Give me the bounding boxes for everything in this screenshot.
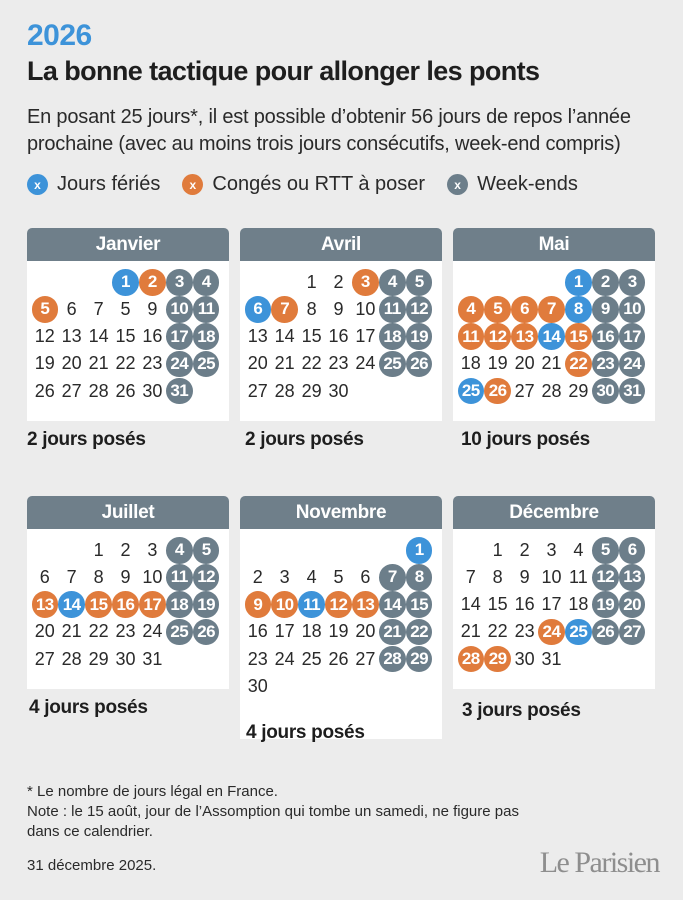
month-count-label: 2 jours posés — [27, 429, 146, 450]
day-regular: 19 — [328, 621, 349, 642]
day-regular: 13 — [247, 326, 268, 347]
day-regular: 17 — [274, 621, 295, 642]
day-regular: 28 — [88, 380, 109, 401]
month-calendar-mai — [453, 228, 655, 421]
day-leave: 24 — [538, 619, 565, 646]
day-regular: 20 — [247, 353, 268, 374]
day-weekend: 28 — [379, 646, 406, 673]
day-weekend: 20 — [619, 591, 646, 618]
day-holiday: 6 — [245, 296, 272, 323]
day-regular: 23 — [142, 353, 163, 374]
day-regular: 24 — [355, 353, 376, 374]
month-grid — [240, 529, 442, 739]
day-leave: 9 — [245, 591, 272, 618]
day-regular: 20 — [514, 353, 535, 374]
day-leave: 15 — [85, 591, 112, 618]
day-regular: 10 — [541, 566, 562, 587]
day-leave: 16 — [112, 591, 139, 618]
day-weekend: 26 — [193, 619, 220, 646]
day-regular: 30 — [247, 675, 268, 696]
day-regular: 8 — [492, 566, 503, 587]
footnote-line: * Le nombre de jours légal en France. — [27, 783, 278, 800]
day-weekend: 5 — [592, 537, 619, 564]
day-holiday: 25 — [458, 378, 485, 405]
day-regular: 21 — [460, 621, 481, 642]
day-leave: 3 — [352, 269, 379, 296]
day-weekend: 5 — [406, 269, 433, 296]
day-regular: 10 — [355, 298, 376, 319]
day-regular: 16 — [247, 621, 268, 642]
day-regular: 31 — [142, 648, 163, 669]
day-regular: 30 — [514, 648, 535, 669]
day-regular: 29 — [568, 380, 589, 401]
day-regular: 21 — [61, 621, 82, 642]
day-leave: 7 — [271, 296, 298, 323]
day-regular: 17 — [541, 594, 562, 615]
month-header: Mai — [453, 228, 655, 261]
day-regular: 9 — [519, 566, 530, 587]
day-weekend: 12 — [193, 564, 220, 591]
day-weekend: 9 — [592, 296, 619, 323]
day-weekend: 4 — [379, 269, 406, 296]
day-regular: 1 — [306, 271, 317, 292]
day-weekend: 12 — [406, 296, 433, 323]
day-regular: 6 — [66, 298, 77, 319]
day-leave: 15 — [565, 323, 592, 350]
day-leave: 12 — [325, 591, 352, 618]
day-weekend: 14 — [379, 591, 406, 618]
day-weekend: 31 — [619, 378, 646, 405]
month-calendar-decembre — [453, 496, 655, 689]
day-weekend: 8 — [406, 564, 433, 591]
day-weekend: 2 — [592, 269, 619, 296]
legend — [27, 173, 600, 196]
day-regular: 24 — [142, 621, 163, 642]
day-weekend: 3 — [166, 269, 193, 296]
day-regular: 22 — [115, 353, 136, 374]
day-holiday: 11 — [298, 591, 325, 618]
day-regular: 30 — [142, 380, 163, 401]
weekend-marker-icon: x — [447, 174, 468, 195]
month-count-label: 10 jours posés — [461, 429, 590, 450]
month-header: Décembre — [453, 496, 655, 529]
month-grid — [27, 261, 229, 421]
day-weekend: 26 — [592, 619, 619, 646]
day-regular: 21 — [274, 353, 295, 374]
day-regular: 13 — [61, 326, 82, 347]
day-weekend: 26 — [406, 351, 433, 378]
month-calendar-avril — [240, 228, 442, 421]
day-regular: 3 — [147, 539, 158, 560]
day-regular: 21 — [541, 353, 562, 374]
day-leave: 5 — [32, 296, 59, 323]
day-weekend: 29 — [406, 646, 433, 673]
leave-marker-icon: x — [182, 174, 203, 195]
day-regular: 26 — [34, 380, 55, 401]
day-regular: 27 — [247, 380, 268, 401]
day-regular: 2 — [120, 539, 131, 560]
holiday-marker-icon: x — [27, 174, 48, 195]
day-regular: 18 — [460, 353, 481, 374]
month-calendar-janvier — [27, 228, 229, 421]
day-leave: 5 — [484, 296, 511, 323]
day-regular: 14 — [88, 326, 109, 347]
day-regular: 27 — [34, 648, 55, 669]
day-weekend: 19 — [592, 591, 619, 618]
day-regular: 10 — [142, 566, 163, 587]
day-leave: 13 — [511, 323, 538, 350]
legend-item-weekend — [447, 173, 578, 196]
day-regular: 22 — [88, 621, 109, 642]
day-regular: 28 — [274, 380, 295, 401]
day-weekend: 25 — [379, 351, 406, 378]
day-weekend: 12 — [592, 564, 619, 591]
day-regular: 1 — [492, 539, 503, 560]
day-regular: 7 — [93, 298, 104, 319]
day-leave: 13 — [32, 591, 59, 618]
day-regular: 1 — [93, 539, 104, 560]
day-regular: 27 — [355, 648, 376, 669]
day-regular: 26 — [115, 380, 136, 401]
day-weekend: 27 — [619, 619, 646, 646]
day-regular: 23 — [115, 621, 136, 642]
day-holiday: 25 — [565, 619, 592, 646]
day-leave: 26 — [484, 378, 511, 405]
day-weekend: 11 — [193, 296, 220, 323]
day-weekend: 6 — [619, 537, 646, 564]
day-weekend: 7 — [379, 564, 406, 591]
day-regular: 3 — [279, 566, 290, 587]
day-regular: 2 — [519, 539, 530, 560]
day-regular: 22 — [301, 353, 322, 374]
day-weekend: 10 — [619, 296, 646, 323]
day-weekend: 18 — [166, 591, 193, 618]
day-leave: 4 — [458, 296, 485, 323]
day-regular: 15 — [487, 594, 508, 615]
footnote-line: Note : le 15 août, jour de l’Assomption qui tombe un samedi, ne figure pas — [27, 803, 519, 820]
month-header: Avril — [240, 228, 442, 261]
day-weekend: 13 — [619, 564, 646, 591]
day-regular: 16 — [514, 594, 535, 615]
month-count-label: 3 jours posés — [462, 700, 581, 721]
day-regular: 18 — [568, 594, 589, 615]
legend-label-weekend: Week-ends — [477, 173, 578, 195]
day-weekend: 31 — [166, 378, 193, 405]
day-leave: 10 — [271, 591, 298, 618]
month-grid — [27, 529, 229, 689]
day-weekend: 21 — [379, 619, 406, 646]
year-heading: 2026 — [27, 19, 92, 52]
day-leave: 7 — [538, 296, 565, 323]
day-holiday: 14 — [58, 591, 85, 618]
day-regular: 29 — [301, 380, 322, 401]
day-regular: 25 — [301, 648, 322, 669]
legend-item-holiday — [27, 173, 160, 196]
day-regular: 31 — [541, 648, 562, 669]
day-regular: 11 — [569, 566, 588, 587]
day-regular: 29 — [88, 648, 109, 669]
day-regular: 9 — [120, 566, 131, 587]
day-weekend: 19 — [193, 591, 220, 618]
day-regular: 20 — [34, 621, 55, 642]
month-calendar-novembre — [240, 496, 442, 739]
day-weekend: 4 — [193, 269, 220, 296]
day-regular: 12 — [34, 326, 55, 347]
day-weekend: 5 — [193, 537, 220, 564]
day-regular: 30 — [328, 380, 349, 401]
subtitle: En posant 25 jours*, il est possible d’obtenir 56 jours de repos l’année prochaine (avec au moins trois jours consécutifs, week-end compris) — [27, 106, 631, 155]
day-regular: 16 — [328, 326, 349, 347]
legend-label-holiday: Jours fériés — [57, 173, 161, 195]
month-header: Janvier — [27, 228, 229, 261]
publication-date: 31 décembre 2025. — [27, 857, 157, 874]
day-regular: 3 — [546, 539, 557, 560]
day-regular: 28 — [541, 380, 562, 401]
day-regular: 23 — [247, 648, 268, 669]
legend-item-leave — [182, 173, 425, 196]
day-weekend: 23 — [592, 351, 619, 378]
day-leave: 11 — [458, 323, 485, 350]
day-regular: 18 — [301, 621, 322, 642]
day-leave: 6 — [511, 296, 538, 323]
day-weekend: 15 — [406, 591, 433, 618]
month-header: Juillet — [27, 496, 229, 529]
day-holiday: 1 — [565, 269, 592, 296]
day-weekend: 11 — [166, 564, 193, 591]
day-regular: 4 — [306, 566, 317, 587]
day-holiday: 1 — [112, 269, 139, 296]
month-count-label: 4 jours posés — [246, 722, 365, 743]
footnote-line: dans ce calendrier. — [27, 823, 153, 840]
day-regular: 7 — [66, 566, 77, 587]
day-leave: 13 — [352, 591, 379, 618]
day-regular: 30 — [115, 648, 136, 669]
day-regular: 19 — [487, 353, 508, 374]
day-regular: 4 — [573, 539, 584, 560]
day-regular: 14 — [274, 326, 295, 347]
day-regular: 2 — [333, 271, 344, 292]
day-regular: 22 — [487, 621, 508, 642]
le-parisien-logo: Le Parisien — [539, 846, 659, 879]
day-regular: 15 — [115, 326, 136, 347]
day-regular: 9 — [333, 298, 344, 319]
day-holiday: 14 — [538, 323, 565, 350]
day-leave: 2 — [139, 269, 166, 296]
month-grid — [453, 261, 655, 421]
day-regular: 27 — [61, 380, 82, 401]
day-leave: 17 — [139, 591, 166, 618]
day-regular: 6 — [360, 566, 371, 587]
day-weekend: 18 — [193, 323, 220, 350]
day-holiday: 1 — [406, 537, 433, 564]
day-weekend: 25 — [193, 351, 220, 378]
month-calendar-juillet — [27, 496, 229, 689]
day-regular: 7 — [465, 566, 476, 587]
day-weekend: 17 — [619, 323, 646, 350]
day-regular: 6 — [39, 566, 50, 587]
day-regular: 20 — [355, 621, 376, 642]
day-regular: 17 — [355, 326, 376, 347]
day-weekend: 25 — [166, 619, 193, 646]
day-regular: 20 — [61, 353, 82, 374]
day-regular: 19 — [34, 353, 55, 374]
day-regular: 21 — [88, 353, 109, 374]
month-grid — [240, 261, 442, 421]
day-regular: 8 — [306, 298, 317, 319]
day-weekend: 19 — [406, 323, 433, 350]
day-regular: 9 — [147, 298, 158, 319]
day-weekend: 22 — [406, 619, 433, 646]
day-regular: 15 — [301, 326, 322, 347]
month-count-label: 2 jours posés — [245, 429, 364, 450]
day-weekend: 30 — [592, 378, 619, 405]
footnote — [27, 782, 519, 842]
day-regular: 27 — [514, 380, 535, 401]
day-leave: 12 — [484, 323, 511, 350]
day-regular: 5 — [120, 298, 131, 319]
day-weekend: 10 — [166, 296, 193, 323]
day-weekend: 3 — [619, 269, 646, 296]
month-count-label: 4 jours posés — [29, 697, 148, 718]
day-regular: 16 — [142, 326, 163, 347]
day-regular: 8 — [93, 566, 104, 587]
day-weekend: 4 — [166, 537, 193, 564]
day-regular: 24 — [274, 648, 295, 669]
day-regular: 5 — [333, 566, 344, 587]
day-regular: 14 — [460, 594, 481, 615]
day-regular: 23 — [328, 353, 349, 374]
month-header: Novembre — [240, 496, 442, 529]
day-weekend: 17 — [166, 323, 193, 350]
day-leave: 22 — [565, 351, 592, 378]
day-leave: 29 — [484, 646, 511, 673]
day-holiday: 8 — [565, 296, 592, 323]
day-weekend: 24 — [619, 351, 646, 378]
day-regular: 28 — [61, 648, 82, 669]
day-regular: 26 — [328, 648, 349, 669]
day-weekend: 11 — [379, 296, 406, 323]
day-weekend: 16 — [592, 323, 619, 350]
month-grid — [453, 529, 655, 689]
legend-label-leave: Congés ou RTT à poser — [212, 173, 426, 195]
day-weekend: 24 — [166, 351, 193, 378]
day-regular: 23 — [514, 621, 535, 642]
day-regular: 2 — [252, 566, 263, 587]
page-title: La bonne tactique pour allonger les ponts — [27, 56, 540, 86]
day-weekend: 18 — [379, 323, 406, 350]
day-leave: 28 — [458, 646, 485, 673]
